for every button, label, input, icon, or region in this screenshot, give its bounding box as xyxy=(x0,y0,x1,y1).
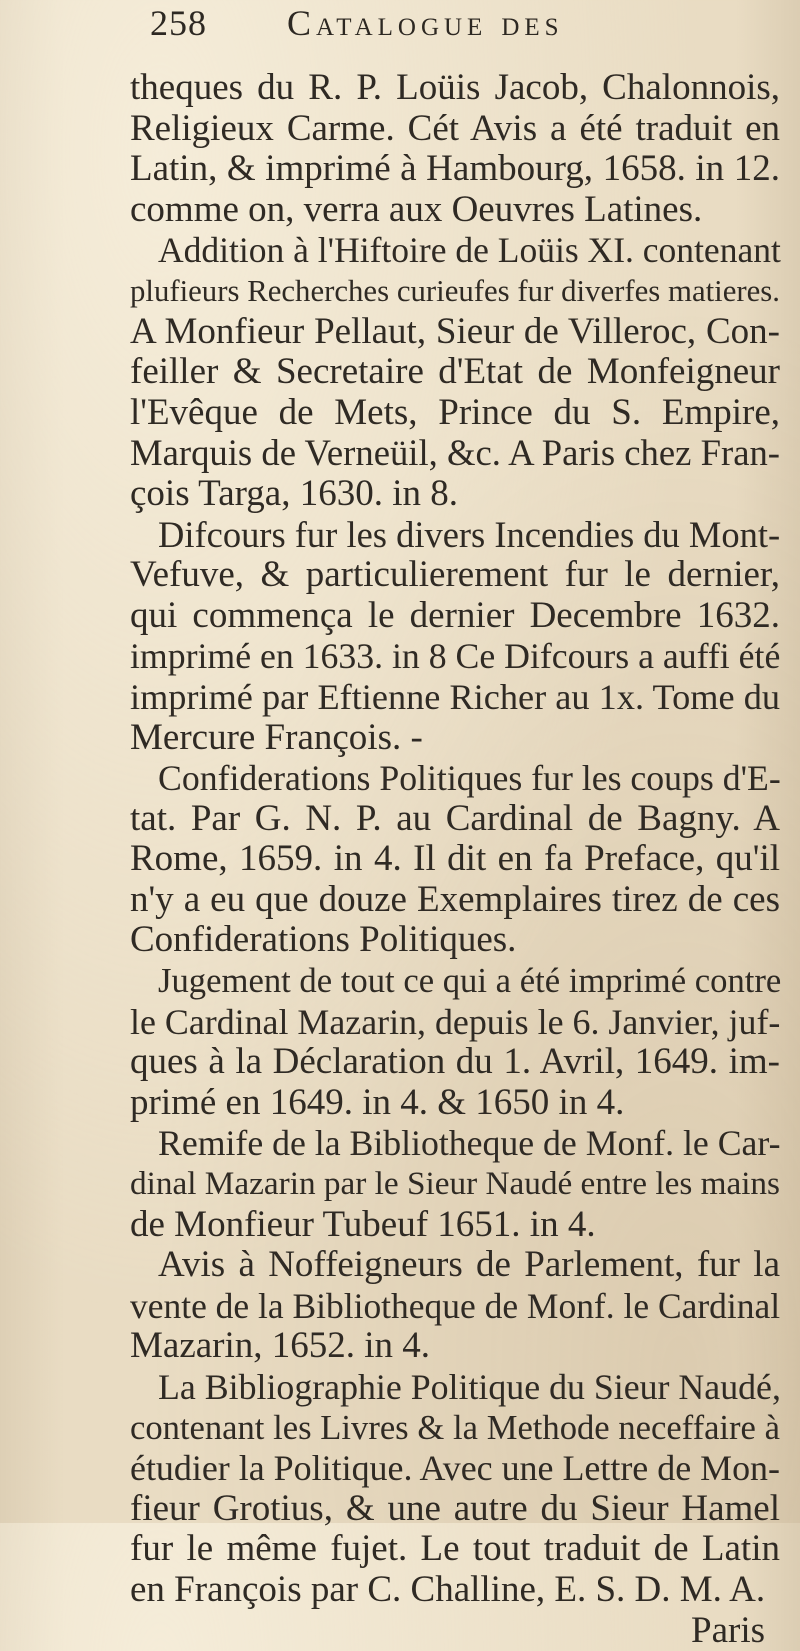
text-line: fur le même fujet. Le tout traduit de Latin xyxy=(130,1528,780,1570)
text-line: l'Evêque de Mets, Prince du S. Empire, xyxy=(130,391,780,433)
text-line: en François par C. Challine, E. S. D. M. A. xyxy=(130,1568,766,1610)
text-line: Confiderations Politiques. xyxy=(130,919,517,961)
text-line: imprimé par Eftienne Richer au 1x. Tome du xyxy=(130,676,780,717)
text-line: Latin, & imprimé à Hambourg, 1658. in 12. xyxy=(130,148,780,190)
page-header xyxy=(150,2,564,62)
text-line: theques du R. P. Loüis Jacob, Chalonnois, xyxy=(130,67,780,108)
text-line: plufieurs Recherches curieufes fur diverfes matieres. xyxy=(130,273,780,308)
text-line: Marquis de Verneüil, &c. A Paris chez Fran- xyxy=(130,432,780,474)
text-line: tat. Par G. N. P. au Cardinal de Bagny. A xyxy=(130,797,780,839)
text-line: qui commença le dernier Decembre 1632. xyxy=(130,594,780,636)
text-line: comme on, verra aux Oeuvres Latines. xyxy=(130,188,703,230)
catchword: Paris xyxy=(691,1609,765,1651)
text-line: Mercure François. - xyxy=(130,716,423,758)
page-number: 258 xyxy=(150,3,207,43)
entry-heading-line: Remife de la Bibliotheque de Monf. le Car- xyxy=(158,1123,781,1164)
text-line: de Monfieur Tubeuf 1651. in 4. xyxy=(130,1203,596,1245)
running-head: Catalogue des xyxy=(287,3,564,43)
entry-heading-line: Difcours fur les divers Incendies du Mont- xyxy=(158,513,781,555)
text-line: n'y a eu que douze Exemplaires tirez de ces xyxy=(130,878,780,920)
entry-heading-line: Avis à Noffeigneurs de Parlement, fur la xyxy=(158,1244,780,1286)
text-line: ques à la Déclaration du 1. Avril, 1649. im- xyxy=(130,1041,780,1083)
text-line: dinal Mazarin par le Sieur Naudé entre les mains xyxy=(130,1165,780,1203)
text-line: Religieux Carme. Cét Avis a été traduit en xyxy=(130,107,780,149)
text-line: Mazarin, 1652. in 4. xyxy=(130,1325,431,1367)
text-line: Rome, 1659. in 4. Il dit en fa Preface, qu'il xyxy=(130,838,780,880)
text-line: A Monfieur Pellaut, Sieur de Villeroc, Con- xyxy=(130,310,780,352)
text-line: feiller & Secretaire d'Etat de Monfeigneur xyxy=(130,351,780,393)
text-line: vente de la Bibliotheque de Monf. le Cardinal xyxy=(130,1285,781,1326)
text-line: fieur Grotius, & une autre du Sieur Hamel xyxy=(130,1487,780,1529)
entry-heading-line: Addition à l'Hiftoire de Loüis XI. contenant xyxy=(158,230,781,271)
text-line: le Cardinal Mazarin, depuis le 6. Janvier, juf- xyxy=(130,1001,781,1042)
entry-heading-line: La Bibliographie Politique du Sieur Naudé, xyxy=(158,1367,781,1407)
text-line: primé en 1649. in 4. & 1650 in 4. xyxy=(130,1081,625,1123)
text-line: contenant les Livres & la Methode neceffaire à xyxy=(130,1408,780,1447)
text-line: Vefuve, & particulierement fur le dernier, xyxy=(130,554,780,596)
text-line: imprimé en 1633. in 8 Ce Difcours a auffi été xyxy=(130,636,781,677)
catalogue-body xyxy=(130,68,780,1651)
text-line: étudier la Politique. Avec une Lettre de Mon- xyxy=(130,1448,780,1489)
text-line: çois Targa, 1630. in 8. xyxy=(130,472,458,514)
entry-heading-line: Confiderations Politiques fur les coups d'E- xyxy=(158,758,781,799)
entry-heading-line: Jugement de tout ce qui a été imprimé contre xyxy=(158,962,782,1001)
